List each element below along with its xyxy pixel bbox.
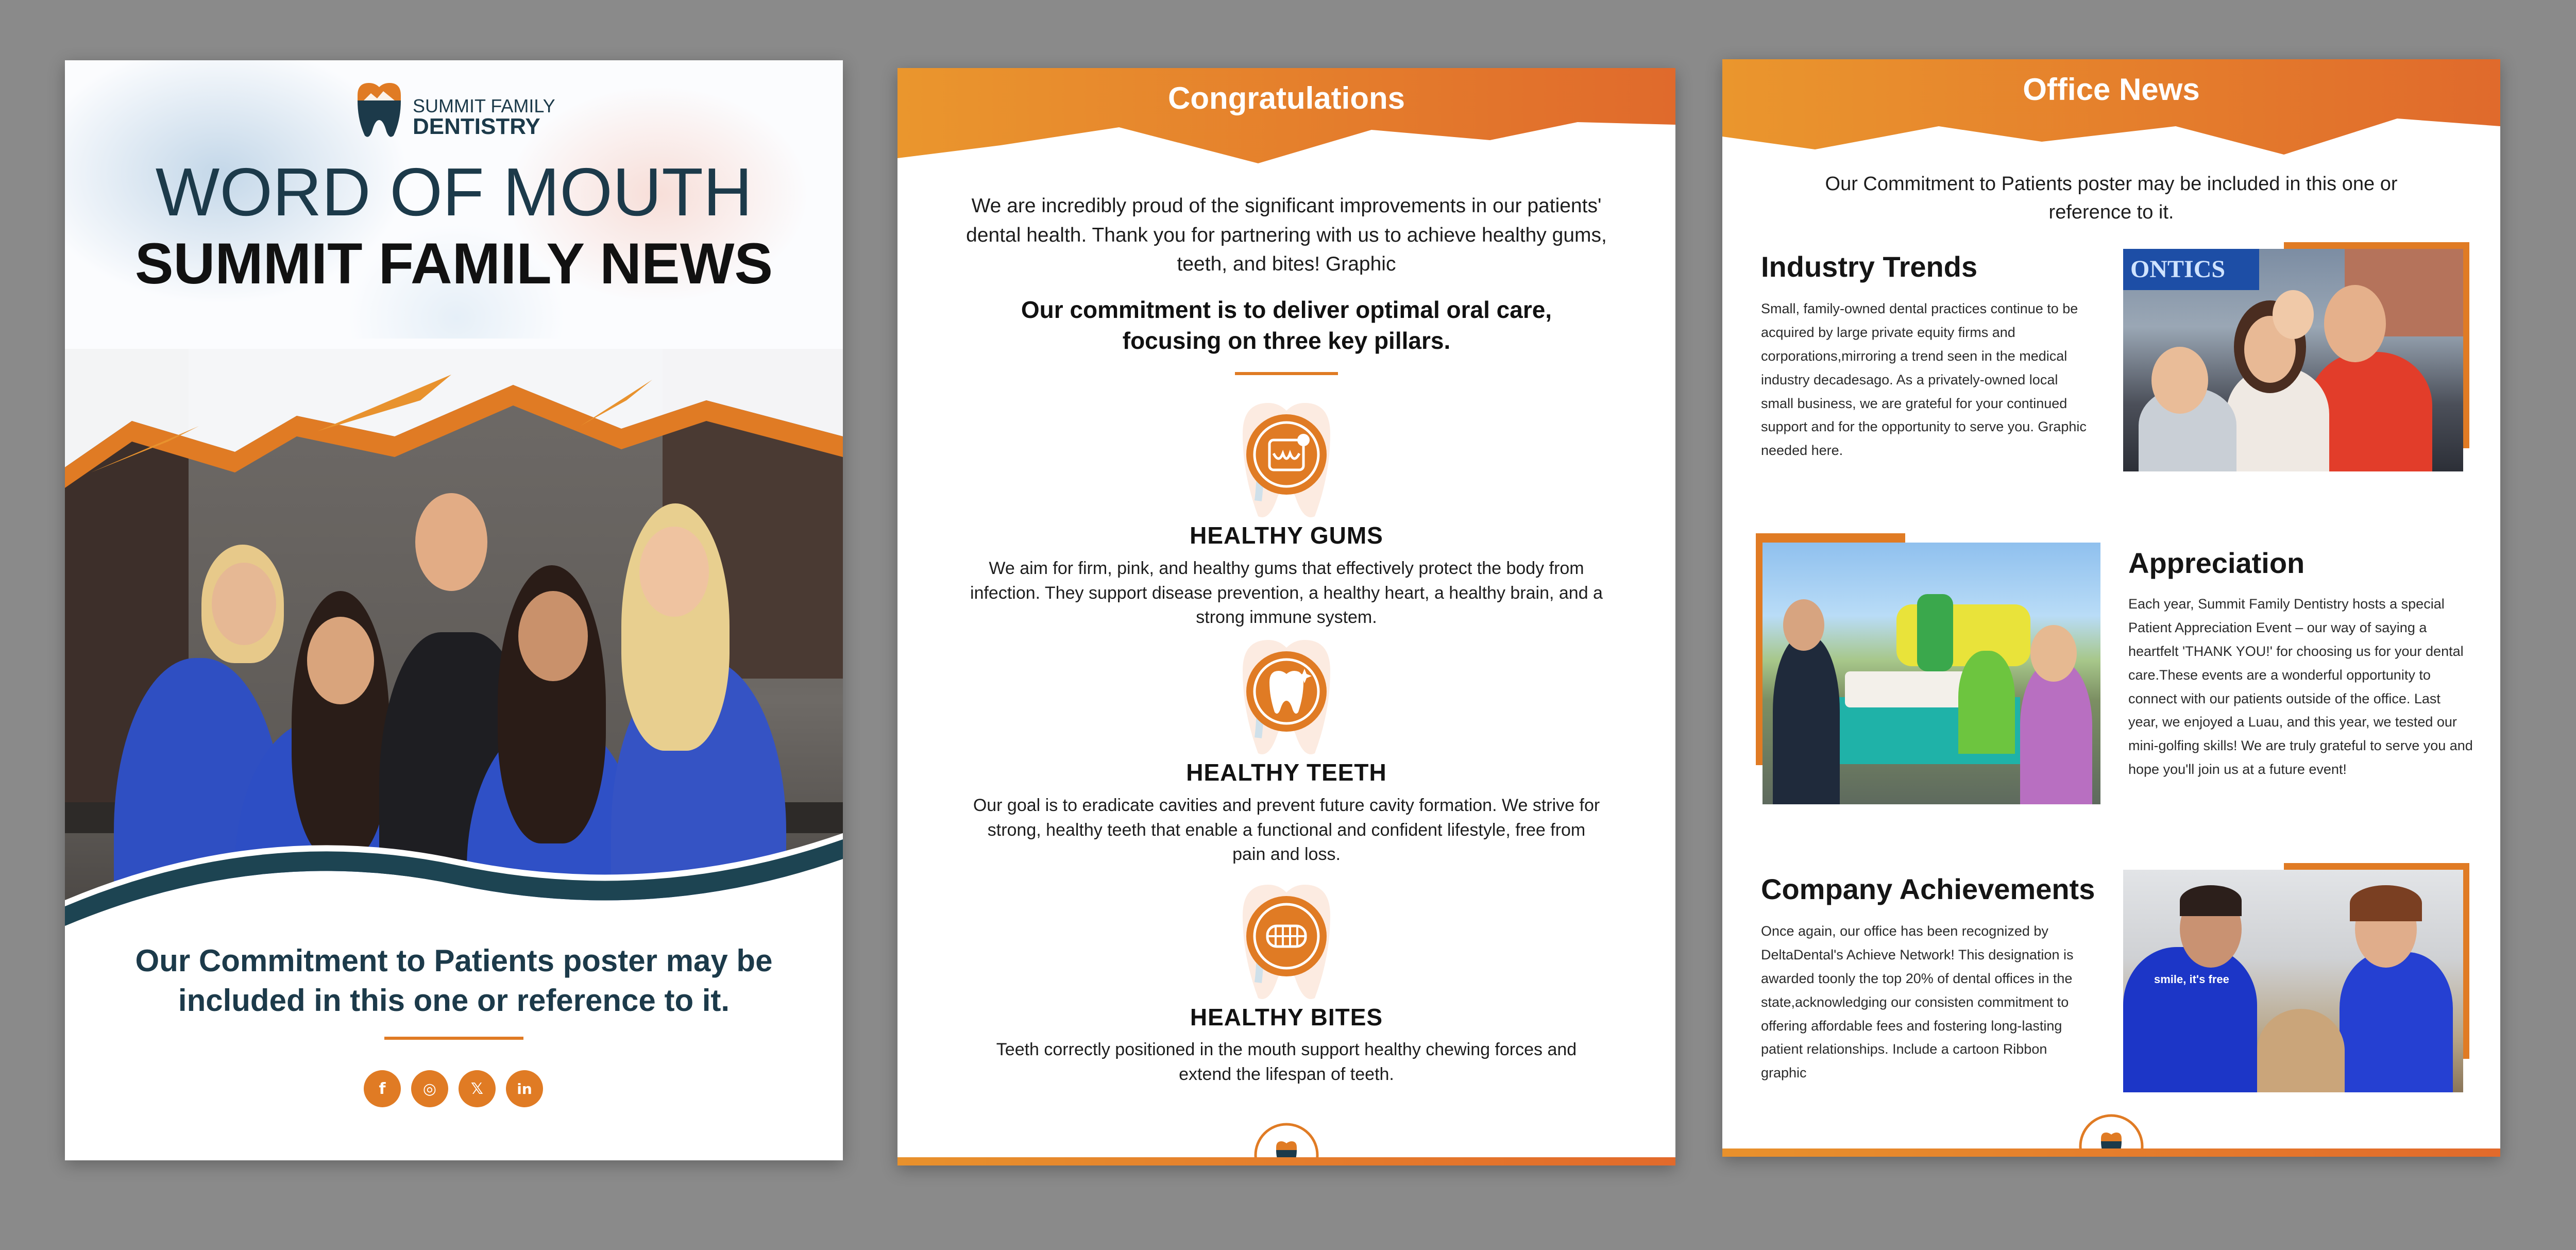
section-text: Once again, our office has been recognized by DeltaDental's Achieve Network! This designation is awarded toonly the top 20% of dental offices in the state,acknowledging our consisten commitment to offering affordable fees and fostering long-lasting patient relationships. Include a cartoon Ribbon graphic (1761, 923, 2074, 1081)
banner-title: Office News (2023, 72, 2200, 107)
logo (353, 80, 560, 142)
store-sign: ONTICS (2123, 249, 2259, 290)
divider (1235, 372, 1338, 375)
facebook-icon[interactable]: f (364, 1070, 401, 1107)
shirt-text: smile, it's free (2154, 973, 2229, 986)
brand-line-2: DENTISTRY (413, 114, 540, 139)
event-photo (1762, 543, 2100, 804)
commitment-heading: Our commitment is to deliver optimal oral care, focusing on three key pillars. (1021, 296, 1552, 354)
bite-icon (1232, 880, 1341, 1003)
section-text: Small, family-owned dental practices continue to be acquired by large private equity firms and corporations,mirroring a trend seen in the medical industry decadesago. As a privately-owned local small business, we are grateful for your continued support and for the opportunity to serve you. Graphic needed here. (1761, 301, 2087, 459)
cover-page (65, 60, 843, 1160)
pillar-text: We aim for firm, pink, and healthy gums that effectively protect the body from infection. They support disease prevention, a healthy heart, a healthy brain, and a strong immune system. (970, 559, 1603, 628)
pillar-title: HEALTHY BITES (1190, 1004, 1383, 1031)
cover-title-line-1: WORD OF MOUTH (155, 154, 753, 230)
tooth-icon (1232, 635, 1341, 758)
congratulations-page (897, 68, 1675, 1165)
mountain-ridge (65, 339, 843, 555)
section-text: Each year, Summit Family Dentistry hosts a special Patient Appreciation Event – our way of saying a heartfelt 'THANK YOU!' for choosing us for your dental care.These events are a wonderful opportunity to connect with our patients outside of the office. Last year, we enjoyed a Luau, and this year, we tested our mini-golfing skills! We are truly grateful to serve you and hope you'll join us at a future event! (2128, 596, 2473, 778)
footer-bar (1722, 1148, 2500, 1157)
banner-title: Congratulations (1168, 81, 1405, 115)
tooth-logo-icon (353, 80, 405, 142)
section-title: Industry Trends (1761, 250, 1978, 283)
divider (384, 1037, 523, 1040)
intro-text: Our Commitment to Patients poster may be included in this one or reference to it. (1825, 173, 2398, 224)
gums-icon (1232, 398, 1341, 521)
office-news-page (1722, 59, 2500, 1157)
intro-text: We are incredibly proud of the significant improvements in our patients' dental health. Thank you for partnering with us to achieve healthy gums, teeth, and bites! Graphic (966, 195, 1607, 276)
pillar-text: Our goal is to eradicate cavities and prevent future cavity formation. We strive for strong, healthy teeth that enable a functional and confident lifestyle, free from pain and loss. (973, 796, 1600, 865)
instagram-icon[interactable]: ◎ (411, 1070, 448, 1107)
pillar-title: HEALTHY GUMS (1190, 522, 1383, 549)
x-icon[interactable]: 𝕏 (459, 1070, 496, 1107)
pillar-title: HEALTHY TEETH (1186, 759, 1387, 786)
cover-tagline: Our Commitment to Patients poster may be included in this one or reference to it. (135, 943, 773, 1018)
brand-line-1: SUMMIT FAMILY (413, 95, 555, 116)
linkedin-icon[interactable]: in (506, 1070, 543, 1107)
pillar-text: Teeth correctly positioned in the mouth support healthy chewing forces and extend the lifespan of teeth. (996, 1040, 1577, 1084)
family-photo (2123, 249, 2463, 471)
footer-bar (897, 1157, 1675, 1165)
section-title: Company Achievements (1761, 873, 2095, 905)
cover-title-line-2: SUMMIT FAMILY NEWS (134, 231, 773, 296)
staff-photo (2123, 870, 2463, 1092)
section-title: Appreciation (2128, 547, 2305, 579)
